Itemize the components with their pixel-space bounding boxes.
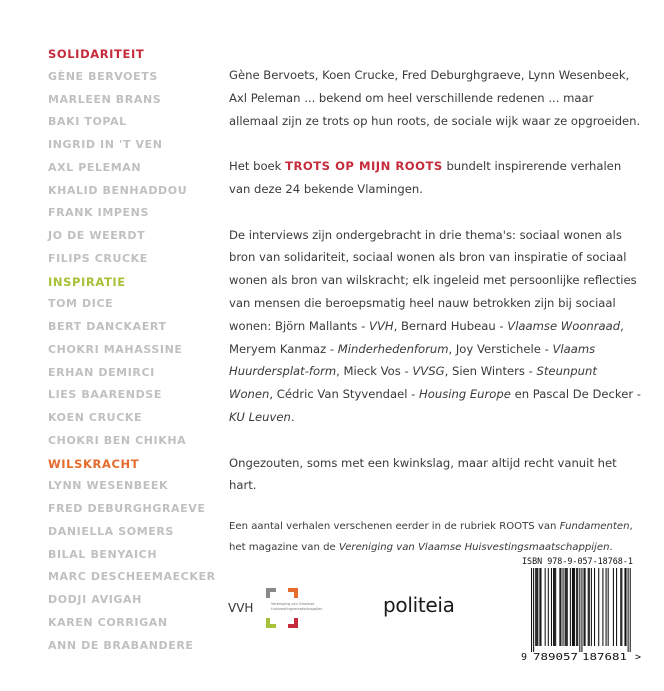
barcode-bar [620, 568, 621, 646]
barcode-bar [598, 568, 599, 646]
person-name: INGRID IN 'T VEN [48, 138, 163, 151]
politeia-logo: politeia [383, 593, 455, 617]
barcode-bar [545, 568, 546, 646]
text-run: , Sien Winters - [444, 364, 537, 379]
person-name: DANIELLA SOMERS [48, 524, 174, 538]
barcode-bar [554, 568, 555, 646]
italic-run: VVH [369, 318, 394, 333]
barcode-bar [616, 568, 617, 646]
italic-run: Vereniging van Vlaamse Huisvestingsmaatschappijen [338, 541, 610, 553]
vvh-logo [228, 584, 348, 632]
barcode-bar [540, 568, 541, 646]
barcode-bar [585, 568, 586, 646]
isbn-barcode [520, 556, 646, 662]
barcode-bar [563, 568, 564, 646]
vvh-subline-2: Huisvestingsmaatschappijen [271, 607, 323, 611]
barcode-bar [579, 568, 580, 652]
barcode-bar [581, 568, 582, 652]
barcode-bar [608, 568, 609, 646]
closing-paragraph: Ongezouten, soms met een kwinkslag, maar altijd recht vanuit het hart. [229, 455, 617, 493]
person-name: LYNN WESENBEEK [48, 479, 169, 493]
text-run: , Joy Verstichele - [448, 341, 553, 356]
barcode-bar [588, 568, 589, 646]
person-name: BERT DANCKAERT [48, 320, 167, 333]
person-name: MARLEEN BRANS [48, 92, 162, 106]
text-run: , Meryem Kanmaz - [229, 318, 624, 356]
barcode-bar [573, 568, 574, 646]
italic-run: Vlaams Huurdersplat-form [229, 341, 596, 379]
person-name: KAREN CORRIGAN [48, 615, 168, 629]
book-suffix: bundelt inspirerende verhalen van deze 24 bekende Vlamingen. [229, 159, 622, 196]
person-name: ANN DE BRABANDERE [48, 638, 194, 652]
barcode-bar [630, 568, 631, 652]
text-run: , Cédric Van Styvendael - [269, 387, 420, 402]
barcode-bars [531, 568, 631, 652]
person-name: BAKI TOPAL [48, 115, 127, 129]
section-heading: INSPIRATIE [48, 274, 126, 289]
barcode-bar [577, 568, 578, 646]
book-prefix: Het boek [229, 159, 286, 174]
person-name: ERHAN DEMIRCI [48, 365, 155, 379]
text-run: . [290, 409, 295, 424]
barcode-bar [591, 568, 592, 646]
text-run: Een aantal verhalen verschenen eerder in de rubriek ROOTS van [229, 521, 560, 533]
text-run: en Pascal De Decker - [510, 387, 641, 402]
person-name: KHALID BENHADDOU [48, 183, 188, 197]
barcode-bar [567, 568, 568, 646]
person-name: BILAL BENYAICH [48, 547, 158, 561]
barcode-bar [624, 568, 625, 646]
person-name: CHOKRI BEN CHIKHA [48, 433, 187, 447]
person-name: GÈNE BERVOETS [48, 69, 158, 83]
barcode-bar [551, 568, 552, 646]
person-name: AXL PELEMAN [48, 160, 142, 174]
text-run: , Mieck Vos - [336, 364, 413, 379]
book-title: TROTS OP MIJN ROOTS [285, 159, 443, 174]
person-name: FILIPS CRUCKE [48, 251, 148, 265]
text-run: , Bernard Hubeau - [393, 318, 508, 333]
vvh-corner-top-left [268, 590, 276, 598]
person-name: FRED DEBURGHGRAEVE [48, 502, 206, 515]
person-name: LIES BAARENDSE [48, 388, 162, 402]
barcode-bar [584, 568, 585, 646]
person-name: FRANK IMPENS [48, 206, 150, 220]
person-name: KOEN CRUCKE [48, 411, 143, 424]
barcode-bar [570, 568, 571, 646]
barcode-bar [574, 568, 575, 646]
barcode-bar [533, 568, 534, 652]
person-name: TOM DICE [48, 297, 114, 311]
barcode-bar [566, 568, 567, 646]
barcode-bar [559, 568, 560, 646]
barcode-bar [560, 568, 561, 646]
section-heading: SOLIDARITEIT [48, 47, 145, 61]
barcode-bar [565, 568, 566, 646]
barcode-bar [537, 568, 538, 646]
text-run: , het magazine van de [229, 521, 633, 553]
barcode-bar [531, 568, 532, 652]
section-heading: WILSKRACHT [48, 456, 140, 471]
name-index [48, 43, 218, 657]
barcode-bar [555, 568, 556, 646]
barcode-bar [613, 568, 614, 646]
book-paragraph [229, 155, 644, 201]
barcode [520, 568, 646, 662]
barcode-bar [572, 568, 573, 646]
person-name: DODJI AVIGAH [48, 593, 142, 606]
vvh-subline-1: Vereniging van Vlaamse [271, 602, 315, 606]
italic-run: Steunpunt Wonen [229, 364, 597, 402]
barcode-bar [602, 568, 603, 646]
vvh-corner-bottom-right [288, 618, 296, 626]
barcode-bar [589, 568, 590, 646]
barcode-left-digits: 789057 [533, 652, 578, 662]
barcode-arrow: > [635, 652, 642, 662]
italic-run: VVSG [412, 364, 445, 379]
vvh-corner-top-right [288, 590, 296, 598]
intro-paragraph: Gène Bervoets, Koen Crucke, Fred Deburghgraeve, Lynn Wesenbeek, Axl Peleman ... bekend om heel verschillende redenen ... maar allemaal zijn ze trots op hun roots, de sociale wijk waar ze opgroeiden. [229, 68, 641, 128]
text-run: De interviews zijn ondergebracht in drie thema's: sociaal wonen als bron van solidariteit, sociaal wonen als bron van inspiratie of sociaal wonen als bron van wilskracht; elk ingeleid met persoonlijke reflecties van mensen die beroepsmatig heel nauw betrokken zijn bij sociaal wonen: Björn Mallants - [229, 227, 637, 333]
interviews-paragraph [229, 224, 644, 429]
barcode-bar [535, 568, 536, 646]
text-run: . [609, 541, 613, 553]
barcode-bar [621, 568, 622, 646]
barcode-first-digit: 9 [521, 652, 528, 662]
person-name: CHOKRI MAHASSINE [48, 342, 183, 356]
vvh-corner-bottom-left [268, 618, 276, 626]
italic-run: Fundamenten [559, 521, 630, 533]
person-name: JO DE WEERDT [48, 229, 146, 242]
barcode-bar [626, 568, 627, 646]
italic-run: Vlaamse Woonraad [507, 318, 621, 333]
barcode-bar [539, 568, 540, 646]
barcode-bar [594, 568, 595, 646]
person-name: MARC DESCHEEMAECKER [48, 570, 216, 584]
barcode-bar [606, 568, 607, 646]
barcode-bar [628, 568, 629, 652]
barcode-bar [548, 568, 549, 646]
italic-run: KU Leuven [229, 409, 291, 424]
italic-run: Minderhedenforum [337, 341, 449, 356]
italic-run: Housing Europe [419, 387, 511, 402]
barcode-bar [536, 568, 537, 646]
vvh-name: VVH [228, 601, 254, 615]
barcode-bar [576, 568, 577, 646]
barcode-bar [553, 568, 554, 646]
isbn-label: ISBN 978-9-057-18768-1 [522, 556, 633, 566]
barcode-right-digits: 187681 [582, 652, 627, 662]
back-cover-text [229, 64, 644, 558]
source-note [229, 517, 644, 558]
